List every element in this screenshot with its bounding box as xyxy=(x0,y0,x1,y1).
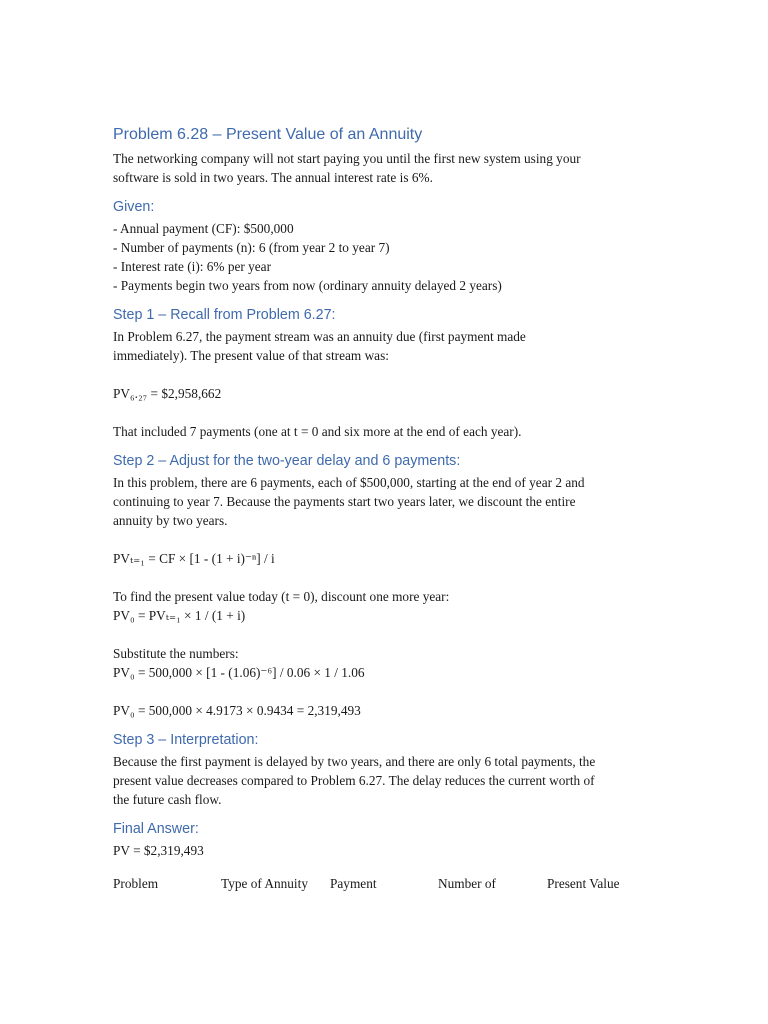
step2-heading: Step 2 – Adjust for the two-year delay and 6 payments: xyxy=(113,453,461,469)
table-header-cell: Payment xyxy=(330,876,377,891)
step1-line-1: In Problem 6.27, the payment stream was an annuity due (first payment made xyxy=(113,329,526,344)
step2-formula-1: PVₜ₌₁ = CF × [1 - (1 + i)⁻ⁿ] / i xyxy=(113,551,275,566)
table-header-cell: Type of Annuity xyxy=(221,876,308,891)
intro-line-2: software is sold in two years. The annual interest rate is 6%. xyxy=(113,170,433,185)
page-title: Problem 6.28 – Present Value of an Annuity xyxy=(113,126,423,143)
given-item: - Annual payment (CF): $500,000 xyxy=(113,221,294,236)
table-header-cell: Problem xyxy=(113,876,159,891)
table-header-cell: Present Value xyxy=(547,876,620,891)
step1-note: That included 7 payments (one at t = 0 and six more at the end of each year). xyxy=(113,424,522,439)
step1-heading: Step 1 – Recall from Problem 6.27: xyxy=(113,307,336,323)
step2-line-1: In this problem, there are 6 payments, each of $500,000, starting at the end of year 2 and xyxy=(113,475,585,490)
given-heading: Given: xyxy=(113,199,155,215)
step1-formula: PV₆.₂₇ = $2,958,662 xyxy=(113,386,222,401)
step2-text-3: Substitute the numbers: xyxy=(113,646,239,661)
final-heading: Final Answer: xyxy=(113,821,199,837)
step2-formula-3: PV₀ = 500,000 × [1 - (1.06)⁻⁶] / 0.06 × 1 / 1.06 xyxy=(113,665,365,680)
step2-line-3: annuity by two years. xyxy=(113,513,228,528)
step2-line-2: continuing to year 7. Because the payments start two years later, we discount the entire xyxy=(113,494,576,509)
step3-line-3: the future cash flow. xyxy=(113,792,222,807)
table-header-cell: Number of xyxy=(438,876,496,891)
document-body xyxy=(113,124,658,894)
step3-heading: Step 3 – Interpretation: xyxy=(113,732,259,748)
given-item: - Payments begin two years from now (ordinary annuity delayed 2 years) xyxy=(113,278,502,293)
step2-formula-4: PV₀ = 500,000 × 4.9173 × 0.9434 = 2,319,493 xyxy=(113,703,361,718)
summary-table-header xyxy=(113,874,658,894)
step2-formula-2: PV₀ = PVₜ₌₁ × 1 / (1 + i) xyxy=(113,608,246,623)
given-list xyxy=(113,219,658,295)
intro-line-1: The networking company will not start paying you until the first new system using your xyxy=(113,151,581,166)
final-answer: PV = $2,319,493 xyxy=(113,843,204,858)
step1-line-2: immediately). The present value of that stream was: xyxy=(113,348,389,363)
step3-line-1: Because the first payment is delayed by two years, and there are only 6 total payments, the xyxy=(113,754,596,769)
given-item: - Interest rate (i): 6% per year xyxy=(113,259,271,274)
step2-text-2: To find the present value today (t = 0), discount one more year: xyxy=(113,589,450,604)
step3-line-2: present value decreases compared to Problem 6.27. The delay reduces the current worth of xyxy=(113,773,595,788)
given-item: - Number of payments (n): 6 (from year 2 to year 7) xyxy=(113,240,390,255)
